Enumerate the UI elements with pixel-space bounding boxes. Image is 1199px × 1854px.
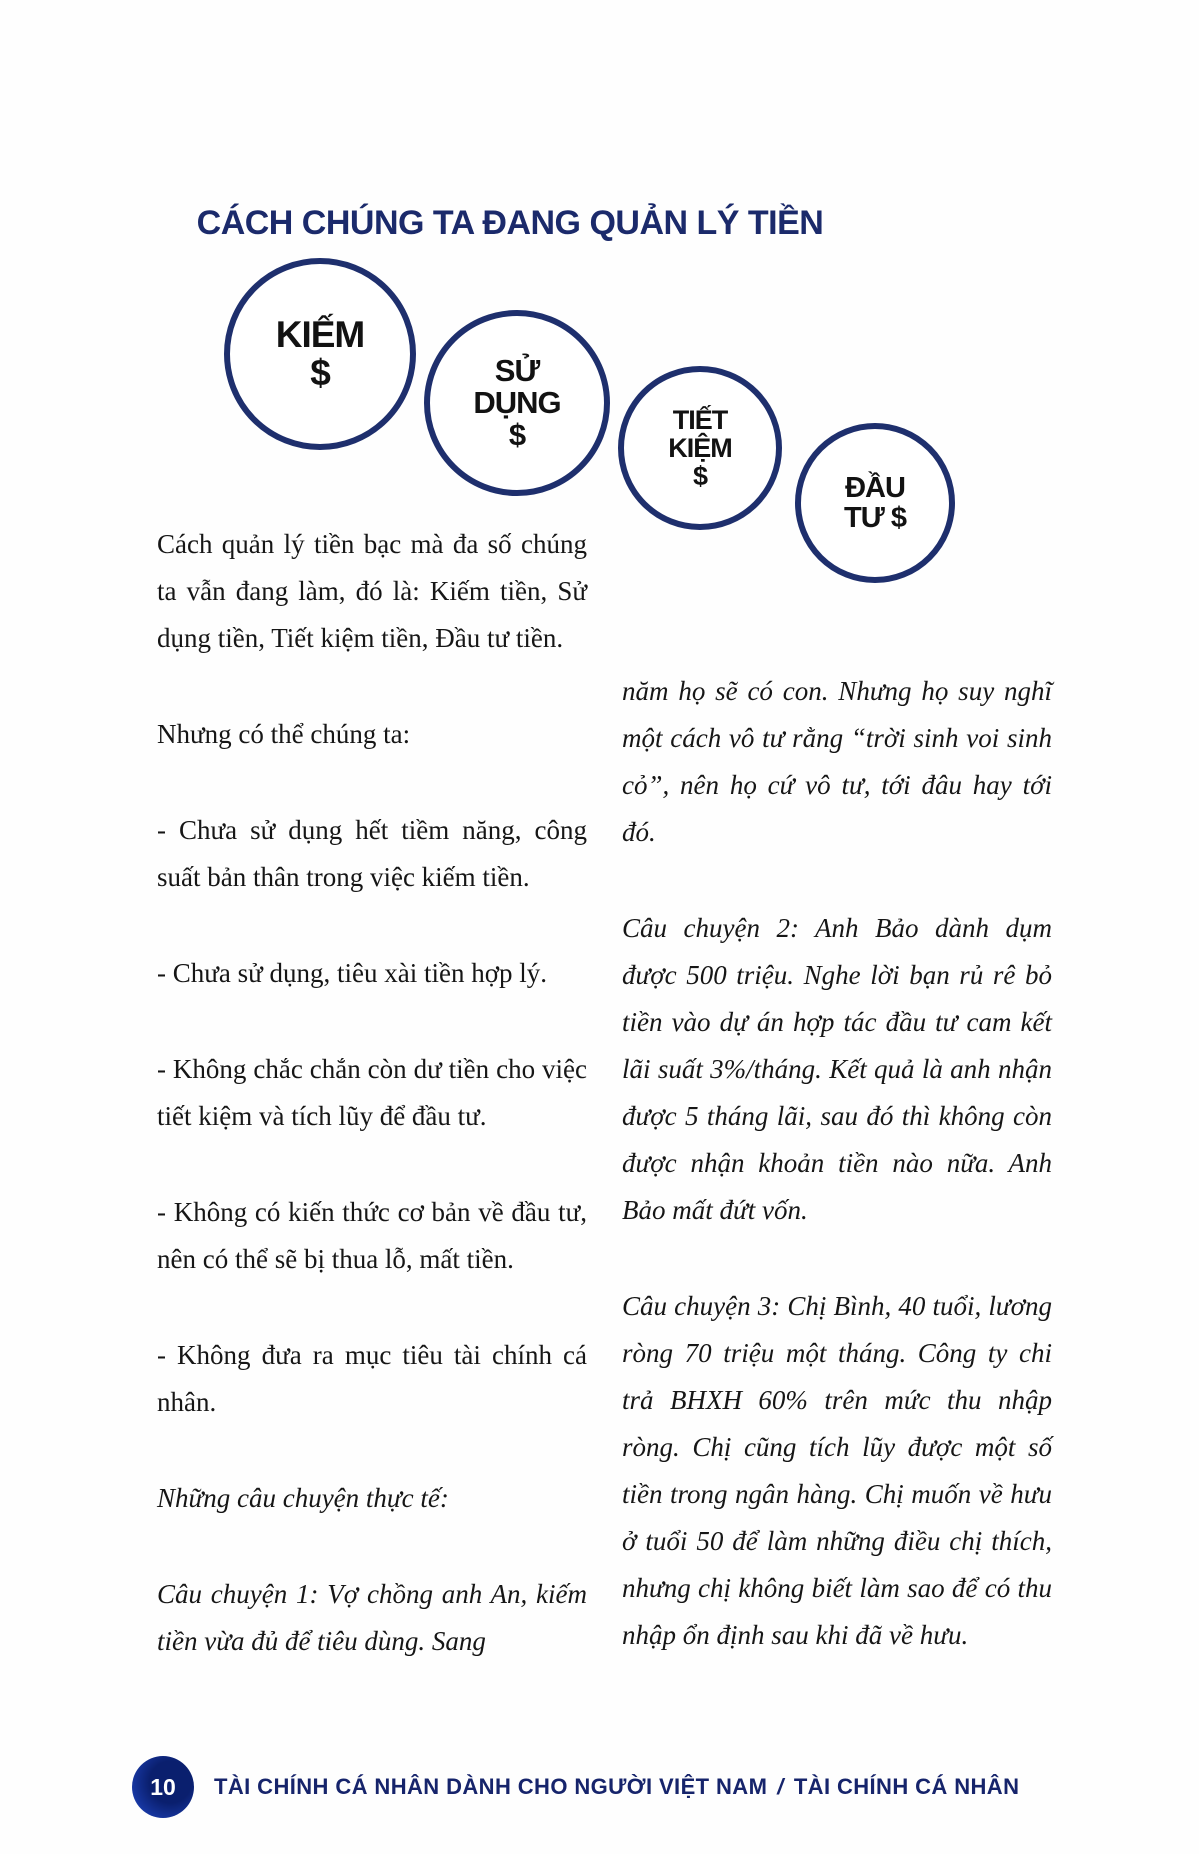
circle-save-dollar: $ [692,461,708,492]
story-2: Câu chuyện 2: Anh Bảo dành dụm được 500 triệu. Nghe lời bạn rủ rê bỏ tiền vào dự án hợp tác đầu tư cam kết lãi suất 3%/tháng. Kết quả là anh nhận được 5 tháng lãi, sau đó thì không còn được nhận khoản tiền nào nữa. Anh Bảo mất đứt vốn. [622,913,1052,1225]
footer-chapter-title: TÀI CHÍNH CÁ NHÂN [793,1774,1020,1799]
circle-invest-label-2: TƯ $ [844,502,906,534]
diagram-circle-invest-money [795,423,955,583]
paragraph-intro: Cách quản lý tiền bạc mà đa số chúng ta vẫn đang làm, đó là: Kiếm tiền, Sử dụng tiền, Tiết kiệm tiền, Đầu tư tiền. [157,529,587,653]
diagram-circle-use-money [424,310,610,496]
circle-earn-label: KIẾM [275,313,365,355]
circle-use-label-2: DỤNG [473,384,561,420]
circle-save-label-2: KIỆM [668,432,732,463]
story-3: Câu chuyện 3: Chị Bình, 40 tuổi, lương ròng 70 triệu một tháng. Công ty chi trả BHXH 60% trên mức thu nhập ròng. Chị cũng tích lũy được một số tiền trong ngân hàng. Chị muốn về hưu ở tuổi 50 để làm những điều chị thích, nhưng chị không biết làm sao để có thu nhập ổn định sau khi đã về hưu. [622,1291,1052,1650]
diagram-circle-earn-money [224,258,416,450]
page-number-badge [132,1756,194,1818]
bullet-spending: - Chưa sử dụng, tiêu xài tiền hợp lý. [157,958,547,988]
real-stories-heading: Những câu chuyện thực tế: [157,1483,449,1513]
circle-use-dollar: $ [508,417,526,453]
story-1-continued: năm họ sẽ có con. Nhưng họ suy nghĩ một cách vô tư rằng “trời sinh voi sinh cỏ”, nên họ cứ vô tư, tới đâu hay tới đó. [622,676,1052,847]
bullet-savings: - Không chắc chắn còn dư tiền cho việc tiết kiệm và tích lũy để đầu tư. [157,1054,587,1131]
bullet-potential: - Chưa sử dụng hết tiềm năng, công suất bản thân trong việc kiếm tiền. [157,815,587,892]
page-title: CÁCH CHÚNG TA ĐANG QUẢN LÝ TIỀN [196,203,824,242]
paragraph-but-maybe: Nhưng có thể chúng ta: [157,719,411,749]
bullet-goals: - Không đưa ra mục tiêu tài chính cá nhân. [157,1340,587,1417]
circle-save-label-1: TIẾT [672,404,728,435]
page-number: 10 [150,1773,176,1800]
footer-book-title: TÀI CHÍNH CÁ NHÂN DÀNH CHO NGƯỜI VIỆT NAM [214,1774,768,1799]
footer-separator: / [777,1774,784,1799]
circle-invest-label-1: ĐẦU [845,471,905,504]
right-text-column [622,668,1052,1708]
circle-earn-dollar: $ [310,352,330,393]
footer-running-title [214,1774,1019,1800]
circle-use-label-1: SỬ [494,352,540,388]
diagram-circle-save-money [618,366,782,530]
bullet-knowledge: - Không có kiến thức cơ bản về đầu tư, nên có thể sẽ bị thua lỗ, mất tiền. [157,1197,587,1274]
story-1-start: Câu chuyện 1: Vợ chồng anh An, kiếm tiền vừa đủ để tiêu dùng. Sang [157,1579,587,1656]
left-text-column [157,521,587,1714]
